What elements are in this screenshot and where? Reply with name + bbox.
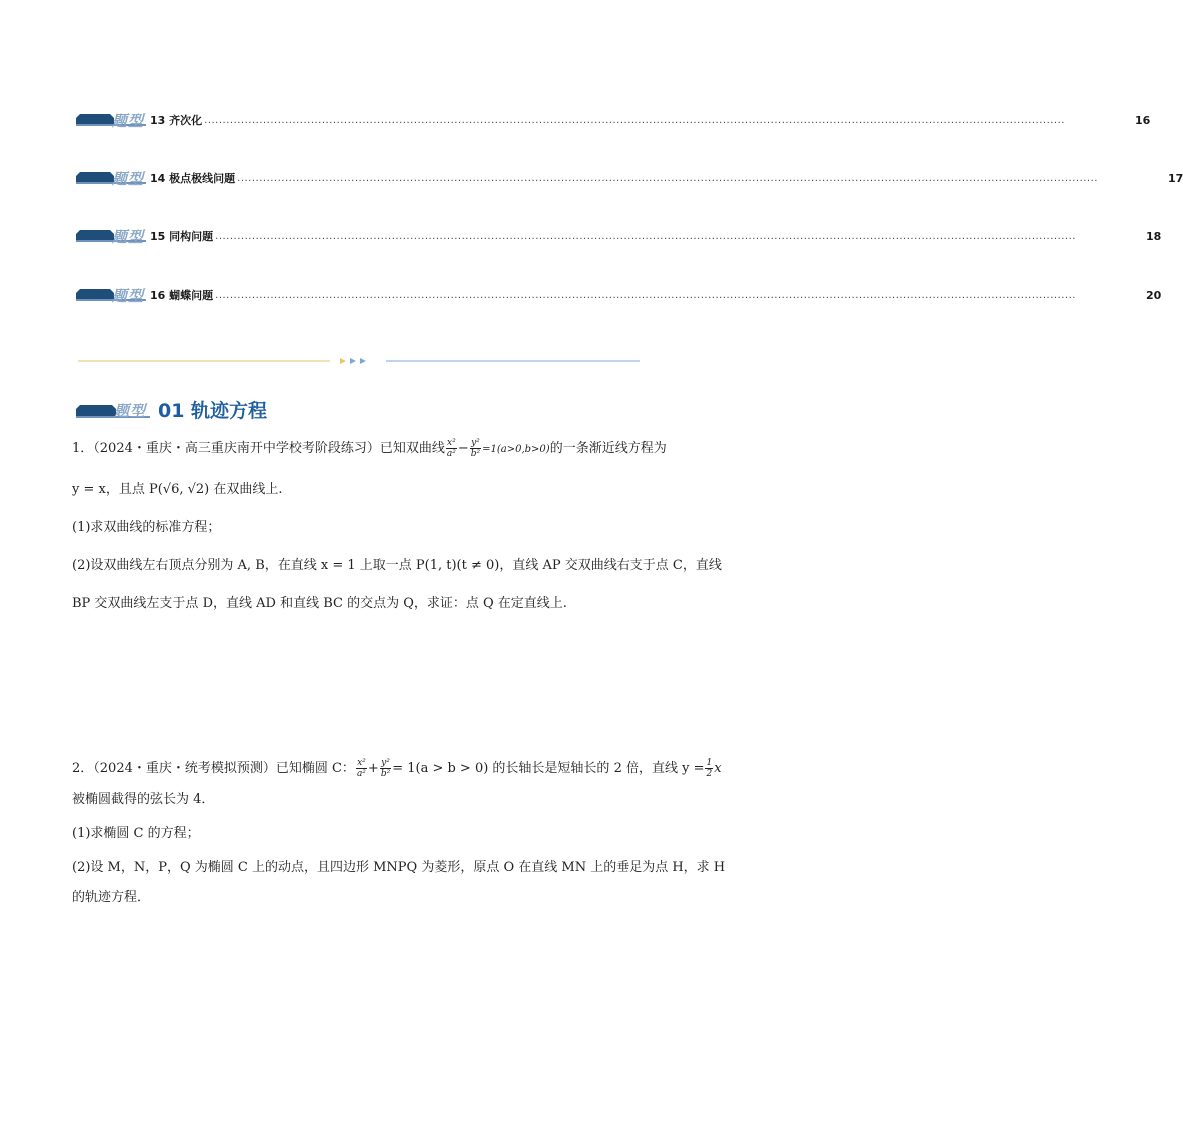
- question-2-stem-start: 2．（2024・重庆・统考模拟预测）已知椭圆 C：: [72, 761, 355, 776]
- toc-label: 13 齐次化: [150, 114, 203, 127]
- toc-row[interactable]: [76, 110, 1151, 130]
- toc-row[interactable]: [76, 285, 1162, 305]
- question-1-part-1: (1)求双曲线的标准方程；: [72, 520, 221, 535]
- toc-label: 16 蝴蝶问题: [150, 289, 214, 302]
- question-1-stem-start: 1．（2024・重庆・高三重庆南开中学校考阶段练习）已知双曲线: [72, 441, 445, 456]
- toc-leader-dots: ..........................................................................................................................................................................................................................................: [204, 114, 1065, 126]
- question-2-stem-mid: = 1(a > b > 0) 的长轴长是短轴长的 2 倍，直线 y =: [392, 761, 705, 776]
- question-1-part-2-cont: BP 交双曲线左支于点 D，直线 AD 和直线 BC 的交点为 Q，求证：点 Q 在定直线上.: [72, 596, 567, 611]
- question-type-badge: 题型: [76, 112, 146, 128]
- toc-leader-dots: ..........................................................................................................................................................................................................................................: [215, 230, 1076, 242]
- toc-row[interactable]: [76, 168, 1183, 188]
- hyperbola-x-term: $\frac{\text{x²}}{\text{a²}}$: [446, 438, 456, 459]
- question-type-badge: 题型: [76, 228, 146, 244]
- question-type-badge: 题型: [76, 170, 146, 186]
- toc-page-number: 16: [1134, 113, 1151, 127]
- section-divider: [78, 356, 640, 366]
- question-2-stem-x: x: [714, 761, 722, 776]
- toc-page-number: 17: [1167, 171, 1183, 185]
- section-heading: [76, 396, 267, 423]
- ellipse-y-term: $\frac{\text{y²}}{\text{b²}}$: [380, 758, 391, 779]
- toc-page-number: 20: [1145, 288, 1162, 302]
- section-title: 01 轨迹方程: [158, 400, 268, 422]
- ellipse-x-term: $\frac{\text{x²}}{\text{a²}}$: [356, 758, 366, 779]
- toc-leader-dots: ..........................................................................................................................................................................................................................................: [237, 172, 1098, 184]
- toc-leader-dots: ..........................................................................................................................................................................................................................................: [215, 289, 1076, 301]
- toc-page-number: 18: [1145, 229, 1162, 243]
- slope-fraction: $\frac{1}{2}$: [706, 758, 713, 779]
- question-2-line-2: 被椭圆截得的弦长为 4．: [72, 792, 215, 807]
- question-type-badge: 题型: [76, 287, 146, 303]
- question-2-part-2-cont: 的轨迹方程．: [72, 890, 151, 905]
- question-2-part-2: (2)设 M，N，P，Q 为椭圆 C 上的动点，且四边形 MNPQ 为菱形，原点 O 在直线 MN 上的垂足为点 H，求 H: [72, 860, 726, 875]
- question-type-badge: 题型: [76, 402, 150, 418]
- question-1-line-2: y = x，且点 P(√6, √2) 在双曲线上.: [72, 482, 283, 497]
- question-1-part-2: (2)设双曲线左右顶点分别为 A, B，在直线 x = 1 上取一点 P(1, t)(t ≠ 0)，直线 AP 交双曲线右支于点 C，直线: [72, 558, 722, 573]
- toc-label: 14 极点极线问题: [150, 172, 236, 185]
- question-1-stem-end: 的一条渐近线方程为: [549, 441, 667, 456]
- toc-label: 15 同构问题: [150, 230, 214, 243]
- hyperbola-condition: =1(a>0,b>0): [482, 444, 550, 455]
- toc-row[interactable]: [76, 226, 1162, 246]
- hyperbola-y-term: $\frac{\text{y²}}{\text{b²}}$: [470, 438, 481, 459]
- question-2-part-1: (1)求椭圆 C 的方程；: [72, 826, 200, 841]
